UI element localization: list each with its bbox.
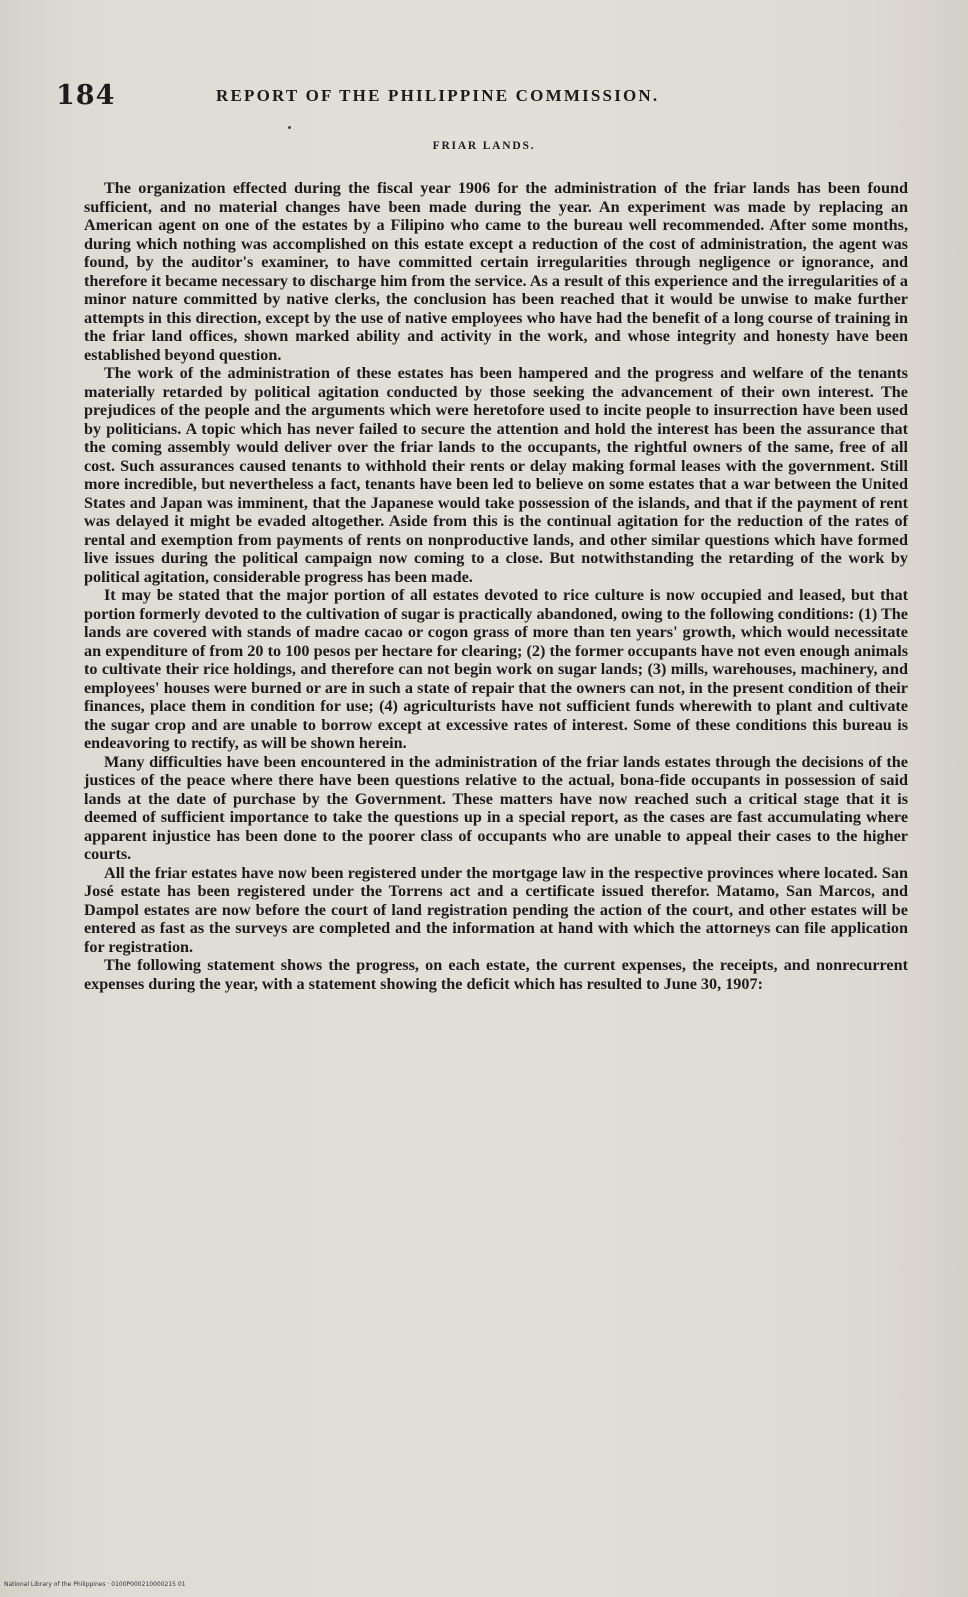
- paragraph: It may be stated that the major portion of all estates devoted to rice culture is now occupied and leased, but that portion formerly devoted to the cultivation of sugar is practically abandoned, owing to the following conditions: (1) The lands are covered with stands of madre cacao or cogon grass of more than ten years' growth, which would necessitate an expenditure of from 20 to 100 pesos per hectare for clearing; (2) the former occupants have not even enough animals to cultivate their rice holdings, and therefore can not begin work on sugar lands; (3) mills, warehouses, machinery, and employees' houses were burned or are in such a state of repair that the owners can not, in the present condition of their finances, place them in condition for use; (4) agriculturists have not sufficient funds wherewith to plant and cultivate the sugar crop and are unable to borrow except at excessive rates of interest. Some of these conditions this bureau is endeavoring to rectify, as will be shown herein.: [84, 586, 908, 752]
- running-head: REPORT OF THE PHILIPPINE COMMISSION.: [216, 86, 660, 105]
- paragraph: The work of the administration of these estates has been hampered and the progress and welfare of the tenants materially retarded by political agitation conducted by those seeking the advancement of their own interest. The prejudices of the people and the arguments which were heretofore used to incite people to insurrection have been used by politicians. A topic which has never failed to secure the attention and hold the interest has been the assurance that the coming assembly would deliver over the friar lands to the occupants, the rightful owners of the same, free of all cost. Such assurances caused tenants to withhold their rents or delay making formal leases with the government. Still more incredible, but nevertheless a fact, tenants have been led to believe on some estates that a war between the United States and Japan was imminent, that the Japanese would take possession of the islands, and that if the payment of rent was delayed it might be evaded altogether. Aside from this is the continual agitation for the reduction of the rates of rental and exemption from payments of rents on nonproductive lands, and other similar questions which have formed live issues during the political campaign now coming to a close. But notwithstanding the retarding of the work by political agitation, considerable progress has been made.: [84, 364, 908, 586]
- page-number: 184: [56, 80, 116, 111]
- body-text: [84, 179, 908, 993]
- paragraph: The following statement shows the progress, on each estate, the current expenses, the receipts, and nonrecurrent expenses during the year, with a statement showing the deficit which has resulted to June 30, 1907:: [84, 956, 908, 993]
- footer-credit: National Library of the Philippines · 0100P000210000215 01: [4, 1581, 186, 1588]
- paragraph: Many difficulties have been encountered in the administration of the friar lands estates through the decisions of the justices of the peace where there have been questions relative to the actual, bona-fide occupants in possession of said lands at the date of purchase by the Government. These matters have now reached such a critical stage that it is deemed of sufficient importance to take the questions up in a special report, as the cases are fast accumulating where apparent injustice has been done to the poorer class of occupants who are unable to appeal their cases to the higher courts.: [84, 752, 908, 863]
- section-title: FRIAR LANDS.: [432, 140, 536, 152]
- paragraph: All the friar estates have now been registered under the mortgage law in the respective provinces where located. San José estate has been registered under the Torrens act and a certificate issued therefor. Matamo, San Marcos, and Dampol estates are now before the court of land registration pending the action of the court, and other estates will be entered as fast as the surveys are completed and the information at hand with which the attorneys can file application for registration.: [84, 863, 908, 956]
- printer-dot: [288, 126, 291, 129]
- page-header: [56, 80, 916, 116]
- paragraph: The organization effected during the fiscal year 1906 for the administration of the friar lands has been found sufficient, and no material changes have been made during the year. An experiment was made by replacing an American agent on one of the estates by a Filipino who came to the bureau well recommended. After some months, during which nothing was accomplished on this estate except a reduction of the cost of administration, the agent was found, by the auditor's examiner, to have committed certain irregularities through negligence or ignorance, and therefore it became necessary to discharge him from the service. As a result of this experience and the irregularities of a minor nature committed by native clerks, the conclusion has been reached that it would be unwise to make further attempts in this direction, except by the use of native employees who have had the benefit of a long course of training in the friar land offices, shown marked ability and activity in the work, and whose integrity and honesty have been established beyond question.: [84, 179, 908, 364]
